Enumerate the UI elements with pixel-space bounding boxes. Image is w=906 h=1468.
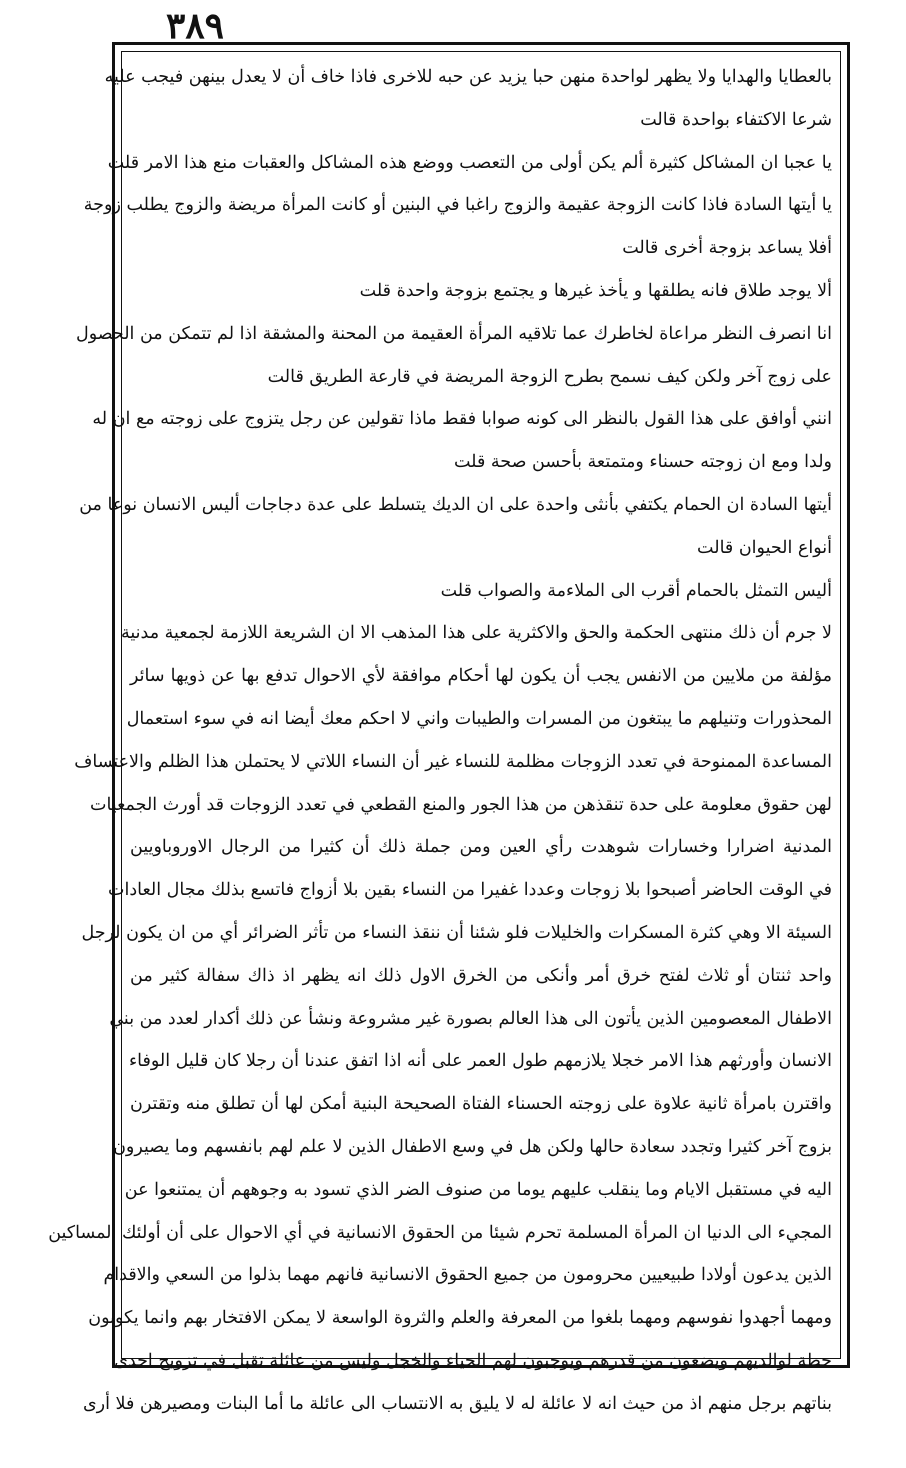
- text-line: ولدا ومع ان زوجته حسناء ومتمتعة بأحسن صحة قلت: [130, 441, 832, 484]
- text-line: السيئة الا وهي كثرة المسكرات والخليلات فلو شئنا أن ننقذ النساء من تأثر الضرائر أي من ان يكون لرجل: [130, 912, 832, 955]
- text-line: بالعطايا والهدايا ولا يظهر لواحدة منهن حبا يزيد عن حبه للاخرى فاذا خاف أن لا يعدل بينهن فيجب عليه: [130, 56, 832, 99]
- text-line: في الوقت الحاضر أصبحوا بلا زوجات وعددا غفيرا من النساء بقين بلا أزواج فاتسع بذلك مجال العادات: [130, 869, 832, 912]
- text-line: المجيء الى الدنيا ان المرأة المسلمة تحرم شيئا من الحقوق الانسانية في أي الاحوال على أن أولئك المساكين: [130, 1212, 832, 1255]
- text-line: بزوج آخر كثيرا وتجدد سعادة حالها ولكن هل في وسع الاطفال الذين لا علم لهم بانفسهم وما يصيرون: [130, 1126, 832, 1169]
- text-line: واحد ثنتان أو ثلاث لفتح خرق أمر وأنكى من الخرق الاول ذلك انه يظهر اذ ذاك سفالة كثير من: [130, 955, 832, 998]
- text-line: واقترن بامرأة ثانية علاوة على زوجته الحسناء الفتاة الصحيحة البنية أمكن لها أن تطلق منه وتقترن: [130, 1083, 832, 1126]
- text-line: أنواع الحيوان قالت: [130, 527, 832, 570]
- text-line: شرعا الاكتفاء بواحدة قالت: [130, 99, 832, 142]
- text-line: المحذورات وتنيلهم ما يبتغون من المسرات والطيبات واني لا احكم معك أيضا انه في سوء استعمال: [130, 698, 832, 741]
- text-line: المساعدة الممنوحة في تعدد الزوجات مظلمة للنساء غير أن النساء اللاتي لا يحتملن هذا الظلم والاعتساف: [130, 741, 832, 784]
- text-line: الانسان وأورثهم هذا الامر خجلا يلازمهم طول العمر على أنه اذا اتفق عندنا أن رجلا كان قليل الوفاء: [130, 1040, 832, 1083]
- text-line: المدنية اضرارا وخسارات شوهدت رأي العين ومن جملة ذلك أن كثيرا من الرجال الاوروباويين: [130, 826, 832, 869]
- page-border-inner: [121, 51, 841, 1359]
- text-line: مؤلفة من ملايين من الانفس يجب أن يكون لها أحكام موافقة لأي الاحوال تدفع بها عن ذويها سائر: [130, 655, 832, 698]
- text-line: أليس التمثل بالحمام أقرب الى الملاءمة والصواب قلت: [130, 570, 832, 613]
- page-number: ٣٨٩: [150, 6, 240, 46]
- text-line: اليه في مستقبل الايام وما ينقلب عليهم يوما من صنوف الضر الذي تسود به وجوههم أن يمتنعوا عن: [130, 1169, 832, 1212]
- text-line: [130, 1426, 832, 1468]
- text-line: ألا يوجد طلاق فانه يطلقها و يأخذ غيرها و يجتمع بزوجة واحدة قلت: [130, 270, 832, 313]
- text-line: يا عجبا ان المشاكل كثيرة ألم يكن أولى من التعصب ووضع هذه المشاكل والعقبات منع هذا الامر قلت: [130, 142, 832, 185]
- text-line: أفلا يساعد بزوجة أخرى قالت: [130, 227, 832, 270]
- text-line: يا أيتها السادة فاذا كانت الزوجة عقيمة والزوج راغبا في البنين أو كانت المرأة مريضة والزوج يطلب زوجة: [130, 184, 832, 227]
- text-line: حطة لوالديهم ويضعون من قدرهم ويوجبون لهم الحياء والخجل وليس من عائلة تقبل في تزويج احدى: [130, 1340, 832, 1383]
- text-line: الذين يدعون أولادا طبيعيين محرومون من جميع الحقوق الانسانية فانهم مهما بذلوا من السعي والاقدام: [130, 1254, 832, 1297]
- text-line: بناتهم برجل منهم اذ من حيث انه لا عائلة له لا يليق به الانتساب الى عائلة ما أما البنات ومصيرهن فلا أرى: [130, 1383, 832, 1426]
- text-line: ومهما أجهدوا نفوسهم ومهما بلغوا من المعرفة والعلم والثروة الواسعة لا يمكن الافتخار بهم وانما يكونون: [130, 1297, 832, 1340]
- text-line: لا جرم أن ذلك منتهى الحكمة والحق والاكثرية على هذا المذهب الا ان الشريعة اللازمة لجمعية مدنية: [130, 612, 832, 655]
- text-line: أيتها السادة ان الحمام يكتفي بأنثى واحدة على ان الديك يتسلط على عدة دجاجات أليس الانسان نوعا من: [130, 484, 832, 527]
- body-text: [130, 56, 832, 1354]
- text-line: انا انصرف النظر مراعاة لخاطرك عما تلاقيه المرأة العقيمة من المحنة والمشقة اذا لم تتمكن من الحصول: [130, 313, 832, 356]
- text-line: على زوج آخر ولكن كيف نسمح بطرح الزوجة المريضة في قارعة الطريق قالت: [130, 356, 832, 399]
- text-line: لهن حقوق معلومة على حدة تنقذهن من هذا الجور والمنع القطعي في تعدد الزوجات قد أورث الجمعيات: [130, 784, 832, 827]
- text-line: الاطفال المعصومين الذين يأتون الى هذا العالم بصورة غير مشروعة ونشأ عن ذلك أكدار لعدد من بني: [130, 998, 832, 1041]
- text-line: انني أوافق على هذا القول بالنظر الى كونه صوابا فقط ماذا تقولين عن رجل يتزوج على زوجته مع ان له: [130, 398, 832, 441]
- page-border-outer: [112, 42, 850, 1368]
